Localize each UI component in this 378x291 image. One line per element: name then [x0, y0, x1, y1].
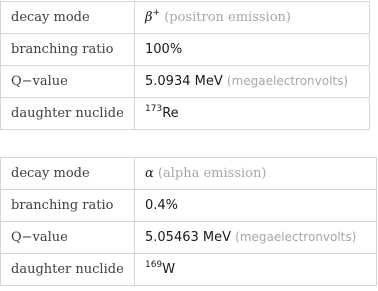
decay-mode-value	[135, 158, 377, 190]
q-value-number: 5.05463	[145, 230, 199, 245]
daughter-nuclide-element: W	[162, 262, 176, 277]
daughter-nuclide-label: daughter nuclide	[1, 98, 135, 130]
decay-mode-label: decay mode	[1, 158, 135, 190]
table-row	[1, 222, 377, 254]
q-value-unit: MeV	[194, 74, 223, 89]
branching-ratio-label: branching ratio	[1, 190, 135, 222]
daughter-nuclide-element: Re	[162, 106, 179, 121]
decay-mode-symbol: β	[145, 10, 153, 25]
daughter-nuclide-mass-number: 173	[145, 103, 163, 114]
q-value-value	[135, 222, 377, 254]
q-value-unit-note: (megaelectronvolts)	[235, 230, 357, 244]
decay-mode-note: (positron emission)	[164, 10, 291, 25]
table-row	[1, 254, 377, 286]
decay-mode-value	[135, 2, 370, 34]
decay-mode-symbol-charge: +	[152, 7, 161, 18]
table-row	[1, 98, 370, 130]
table-row	[1, 2, 370, 34]
daughter-nuclide-value	[135, 98, 370, 130]
q-value-label: Q−value	[1, 222, 135, 254]
decay-table-positron	[0, 1, 370, 130]
daughter-nuclide-value	[135, 254, 377, 286]
q-value-unit-note: (megaelectronvolts)	[226, 74, 349, 88]
q-value-unit: MeV	[202, 230, 232, 245]
decay-table-alpha	[0, 157, 377, 286]
decay-mode-label: decay mode	[1, 2, 135, 34]
table-row	[1, 158, 377, 190]
branching-ratio-value: 0.4%	[135, 190, 377, 222]
decay-mode-symbol: α	[145, 166, 154, 181]
table-row	[1, 34, 370, 66]
q-value-number: 5.0934	[145, 74, 191, 89]
q-value-label: Q−value	[1, 66, 135, 98]
branching-ratio-value: 100%	[135, 34, 370, 66]
branching-ratio-label: branching ratio	[1, 34, 135, 66]
decay-mode-note: (alpha emission)	[157, 166, 267, 181]
q-value-value	[135, 66, 370, 98]
table-row	[1, 190, 377, 222]
table-row	[1, 66, 370, 98]
daughter-nuclide-mass-number: 169	[145, 259, 163, 270]
daughter-nuclide-label: daughter nuclide	[1, 254, 135, 286]
